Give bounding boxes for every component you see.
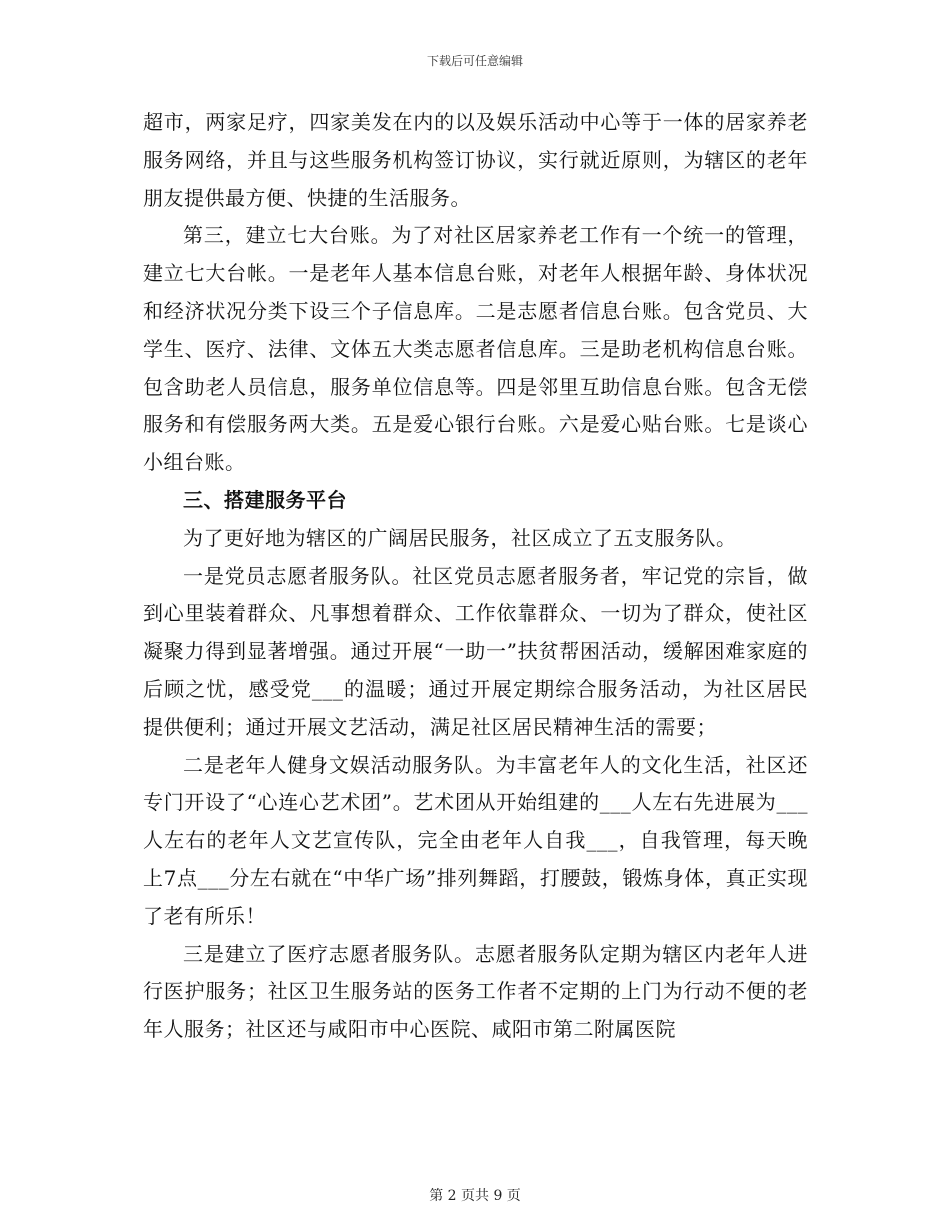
paragraph-party-volunteers: 一是党员志愿者服务队。社区党员志愿者服务者，牢记党的宗旨，做到心里装着群众、凡事想着群众、工作依靠群众、一切为了群众，使社区凝聚力得到显著增强。通过开展“一助一”扶贫帮困活动，缓解困难家庭的后顾之忧，感受党___的温暖；通过开展定期综合服务活动，为社区居民提供便利；通过开展文艺活动，满足社区居民精神生活的需要；	[143, 563, 808, 739]
document-body	[143, 104, 808, 1049]
paragraph-continuation: 超市，两家足疗，四家美发在内的以及娱乐活动中心等于一体的居家养老服务网络，并且与这些服务机构签订协议，实行就近原则，为辖区的老年朋友提供最方便、快捷的生活服务。	[143, 110, 808, 210]
page-footer: 第 2 页共 9 页	[429, 1188, 521, 1204]
paragraph-medical-volunteers: 三是建立了医疗志愿者服务队。志愿者服务队定期为辖区内老年人进行医护服务；社区卫生服务站的医务工作者不定期的上门为行动不便的老年人服务；社区还与咸阳市中心医院、咸阳市第二附属医院	[143, 941, 808, 1042]
section-heading: 三、搭建服务平台	[183, 487, 347, 512]
page-header: 下载后可任意编辑	[426, 54, 523, 68]
paragraph-intro-service-teams: 为了更好地为辖区的广阔居民服务，社区成立了五支服务队。	[183, 525, 737, 550]
paragraph-elderly-fitness-team: 二是老年人健身文娱活动服务队。为丰富老年人的文化生活，社区还专门开设了“心连心艺术团”。艺术团从开始组建的___人左右先进展为___人左右的老年人文艺宣传队，完全由老年人自我___，自我管理，每天晚上7点___分左右就在“中华广场”排列舞蹈，打腰鼓，锻炼身体，真正实现了老有所乐！	[143, 752, 808, 928]
paragraph-seven-ledgers: 第三，建立七大台账。为了对社区居家养老工作有一个统一的管理，建立七大台帐。一是老年人基本信息台账，对老年人根据年龄、身体状况和经济状况分类下设三个子信息库。二是志愿者信息台账。包含党员、大学生、医疗、法律、文体五大类志愿者信息库。三是助老机构信息台账。包含助老人员信息，服务单位信息等。四是邻里互助信息台账。包含无偿服务和有偿服务两大类。五是爱心银行台账。六是爱心贴台账。七是谈心小组台账。	[143, 223, 808, 475]
